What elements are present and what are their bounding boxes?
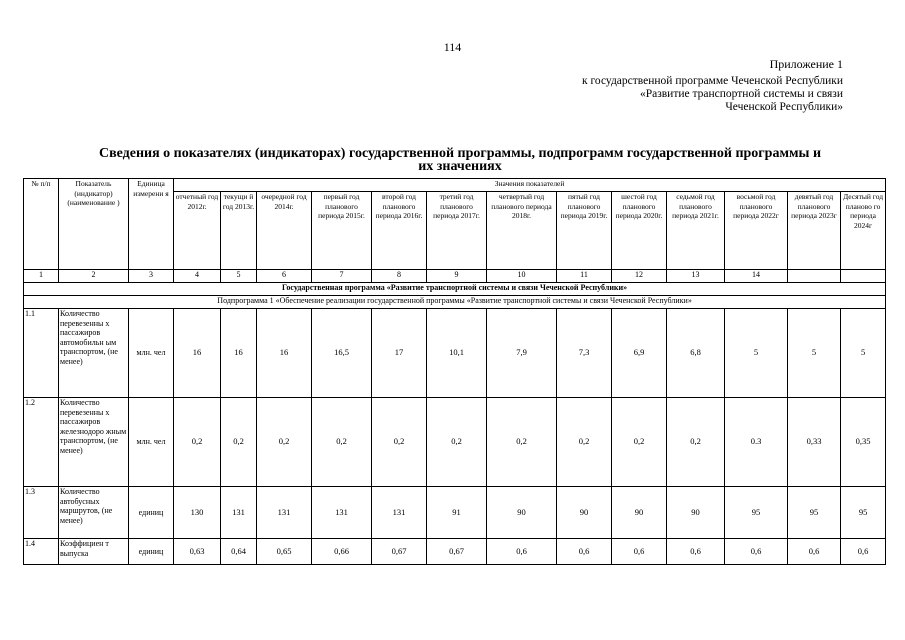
value-cell: 90 [612, 487, 667, 539]
value-cell: 6,9 [612, 309, 667, 398]
value-cell: 6,8 [667, 309, 725, 398]
value-cell: 0,63 [174, 539, 221, 565]
column-number: 9 [427, 270, 487, 283]
value-cell: 0,6 [557, 539, 612, 565]
value-cell: 0,6 [487, 539, 557, 565]
document-title [40, 147, 880, 173]
value-cell: 0,2 [612, 398, 667, 487]
value-cell: 0,64 [221, 539, 257, 565]
subprogram-title: Подпрограмма 1 «Обеспечение реализации государственной программы «Развитие транспортной системы и связи Чеченской Республики» [24, 296, 886, 309]
value-cell: 0,2 [372, 398, 427, 487]
unit-cell: млн. чел [129, 309, 174, 398]
value-cell: 0,6 [667, 539, 725, 565]
header-row [24, 179, 886, 192]
header-year: отчетный год 2012г. [174, 192, 221, 270]
value-cell: 0,66 [312, 539, 372, 565]
value-cell: 0,2 [557, 398, 612, 487]
indicators-table [23, 178, 886, 565]
appendix-addressee [513, 75, 843, 114]
program-title: Государственная программа «Развитие транспортной системы и связи Чеченской Республики» [24, 283, 886, 296]
header-year: седьмой год планового периода 2021г. [667, 192, 725, 270]
header-unit: Единица измерени я [129, 179, 174, 270]
unit-cell: млн. чел [129, 398, 174, 487]
column-number: 12 [612, 270, 667, 283]
column-number: 11 [557, 270, 612, 283]
column-number [788, 270, 841, 283]
value-cell: 0,6 [841, 539, 886, 565]
value-cell: 16 [221, 309, 257, 398]
value-cell: 0,65 [257, 539, 312, 565]
value-cell: 0,2 [174, 398, 221, 487]
row-number: 1.3 [24, 487, 59, 539]
column-number: 13 [667, 270, 725, 283]
column-number: 4 [174, 270, 221, 283]
column-numbers-row [24, 270, 886, 283]
header-year: очередной год 2014г. [257, 192, 312, 270]
column-number: 14 [725, 270, 788, 283]
value-cell: 7,9 [487, 309, 557, 398]
value-cell: 131 [372, 487, 427, 539]
value-cell: 0,33 [788, 398, 841, 487]
value-cell: 130 [174, 487, 221, 539]
header-year: пятый год планового периода 2019г. [557, 192, 612, 270]
row-number: 1.2 [24, 398, 59, 487]
header-year: первый год планового периода 2015г. [312, 192, 372, 270]
header-year: текущи й год 2013г. [221, 192, 257, 270]
column-number [841, 270, 886, 283]
header-indicator: Показатель (индикатор) (наименование ) [59, 179, 129, 270]
value-cell: 0,2 [487, 398, 557, 487]
section-row [24, 283, 886, 296]
indicator-name: Количество перевезенны х пассажиров железнодоро жным транспортом, (не менее) [59, 398, 129, 487]
value-cell: 0,6 [788, 539, 841, 565]
row-number: 1.1 [24, 309, 59, 398]
addressee-line: к государственной программе Чеченской Республики [582, 75, 843, 87]
table-row [24, 309, 886, 398]
column-number: 3 [129, 270, 174, 283]
title-line: Сведения о показателях (индикаторах) государственной программы, подпрограмм государственной программы и [98, 146, 822, 161]
value-cell: 90 [487, 487, 557, 539]
column-number: 1 [24, 270, 59, 283]
header-year: девятый год планового периода 2023г [788, 192, 841, 270]
appendix-label: Приложение 1 [769, 57, 843, 71]
subsection-row [24, 296, 886, 309]
header-year: Десятый год планово го периода 2024г [841, 192, 886, 270]
value-cell: 0.3 [725, 398, 788, 487]
table-row [24, 539, 886, 565]
header-values-group: Значения показателей [174, 179, 886, 192]
value-cell: 0,2 [257, 398, 312, 487]
value-cell: 0,2 [427, 398, 487, 487]
value-cell: 17 [372, 309, 427, 398]
column-number: 6 [257, 270, 312, 283]
column-number: 10 [487, 270, 557, 283]
header-year: шестой год планового периода 2020г. [612, 192, 667, 270]
value-cell: 95 [841, 487, 886, 539]
value-cell: 10,1 [427, 309, 487, 398]
value-cell: 131 [312, 487, 372, 539]
value-cell: 0,6 [612, 539, 667, 565]
value-cell: 91 [427, 487, 487, 539]
value-cell: 95 [788, 487, 841, 539]
value-cell: 0,6 [725, 539, 788, 565]
value-cell: 16 [257, 309, 312, 398]
value-cell: 5 [841, 309, 886, 398]
column-number: 5 [221, 270, 257, 283]
column-number: 2 [59, 270, 129, 283]
indicator-name: Коэффициен т выпуска [59, 539, 129, 565]
value-cell: 0,2 [312, 398, 372, 487]
addressee-line: Чеченской Республики» [725, 101, 843, 113]
header-year: третий год планового периода 2017г. [427, 192, 487, 270]
value-cell: 0,67 [427, 539, 487, 565]
value-cell: 0,2 [667, 398, 725, 487]
header-year: второй год планового периода 2016г. [372, 192, 427, 270]
column-number: 7 [312, 270, 372, 283]
indicator-name: Количество автобусных маршрутов, (не менее) [59, 487, 129, 539]
value-cell: 5 [788, 309, 841, 398]
table-row [24, 398, 886, 487]
value-cell: 16,5 [312, 309, 372, 398]
title-line: их значениях [418, 159, 502, 174]
row-number: 1.4 [24, 539, 59, 565]
unit-cell: единиц [129, 487, 174, 539]
value-cell: 16 [174, 309, 221, 398]
value-cell: 90 [557, 487, 612, 539]
value-cell: 0,35 [841, 398, 886, 487]
header-year: восьмой год планового периода 2022г [725, 192, 788, 270]
value-cell: 90 [667, 487, 725, 539]
value-cell: 95 [725, 487, 788, 539]
value-cell: 0,2 [221, 398, 257, 487]
value-cell: 5 [725, 309, 788, 398]
value-cell: 131 [221, 487, 257, 539]
page-number: 114 [443, 40, 462, 54]
header-num: № п/п [24, 179, 59, 270]
unit-cell: единиц [129, 539, 174, 565]
value-cell: 131 [257, 487, 312, 539]
addressee-line: «Развитие транспортной системы и связи [639, 88, 843, 100]
value-cell: 7,3 [557, 309, 612, 398]
value-cell: 0,67 [372, 539, 427, 565]
indicator-name: Количество перевезенны х пассажиров автомобильн ым транспортом, (не менее) [59, 309, 129, 398]
table-row [24, 487, 886, 539]
header-year: четвертый год планового периода 2018г. [487, 192, 557, 270]
column-number: 8 [372, 270, 427, 283]
